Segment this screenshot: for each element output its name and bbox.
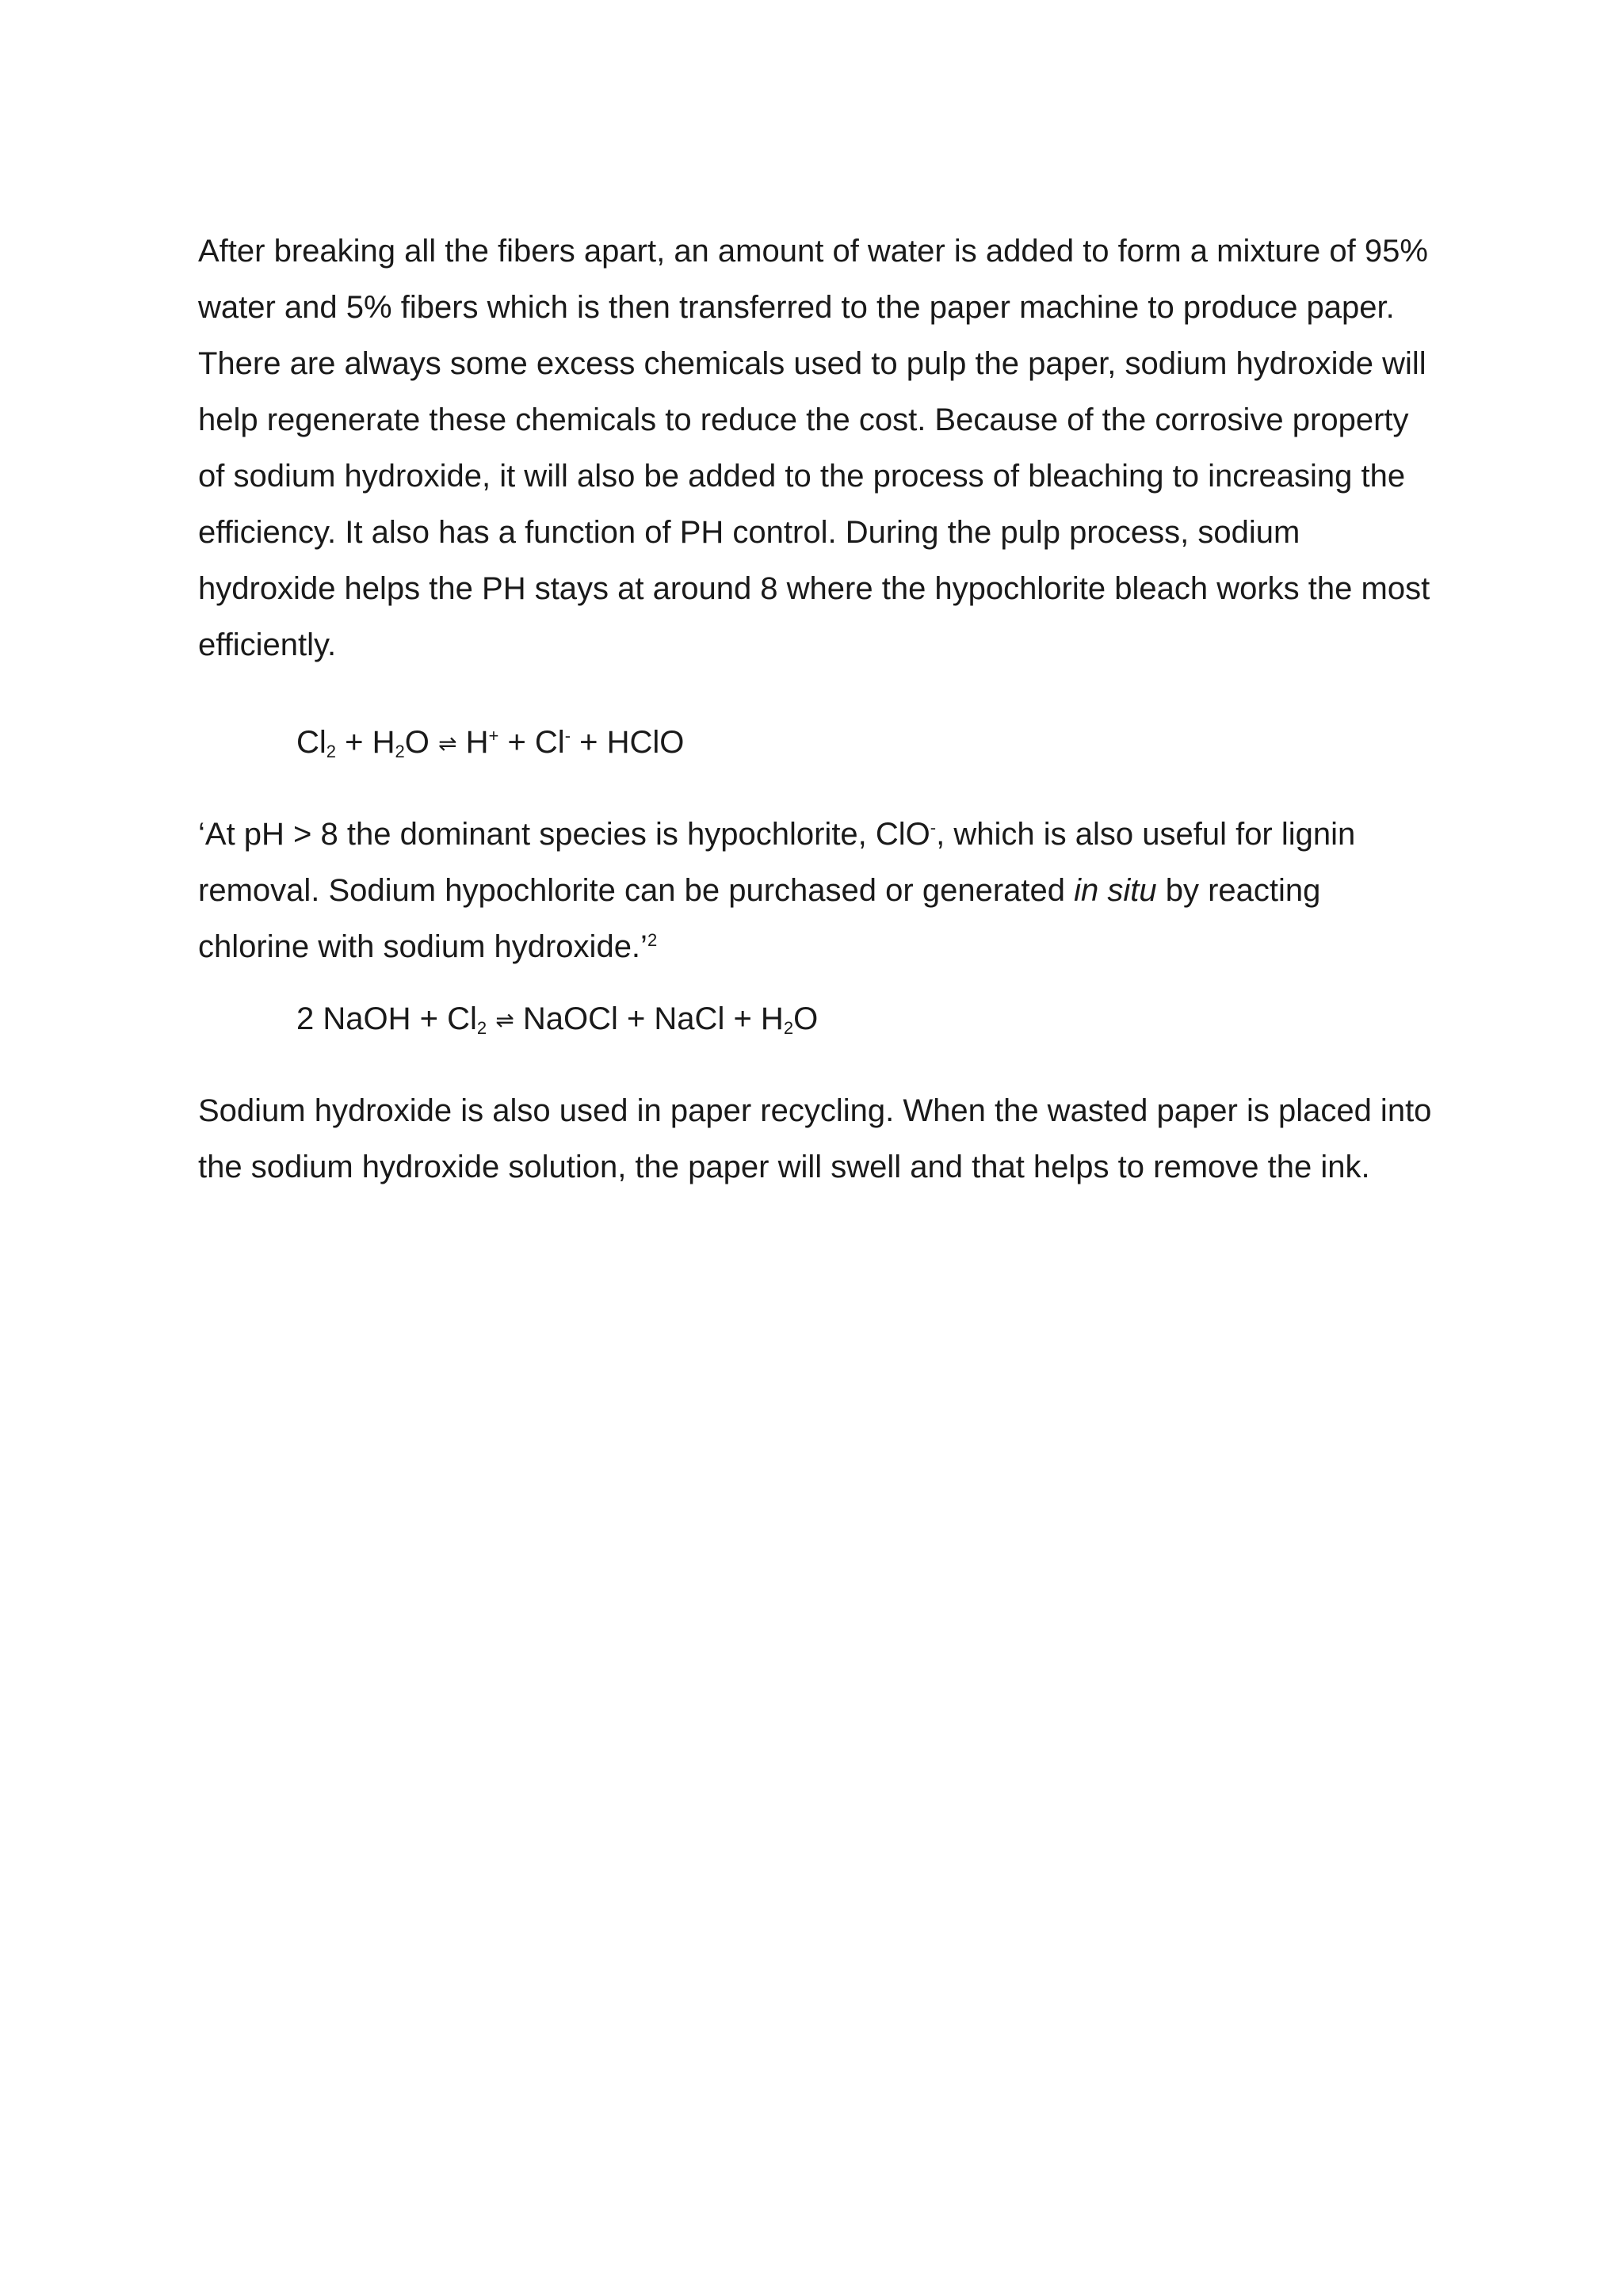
eq2-lhs: 2 NaOH + Cl — [296, 1001, 477, 1036]
eq1-h-ion: H — [456, 725, 489, 760]
eq2-products: NaOCl + NaCl + H — [514, 1001, 784, 1036]
equilibrium-arrow-icon: ⇌ — [438, 730, 457, 757]
eq1-cl-sup: - — [564, 726, 571, 746]
equation-chlorine-hydrolysis — [198, 715, 1434, 772]
equilibrium-arrow-icon: ⇌ — [495, 1007, 514, 1033]
eq1-h-sub: 2 — [395, 742, 405, 761]
paragraph-fiber-mixture: After breaking all the fibers apart, an amount of water is added to form a mixture of 95% water and 5% fibers which is then transferred to the paper machine to produce paper. — [198, 234, 1428, 325]
document-body — [198, 223, 1434, 1196]
eq1-o: O — [404, 725, 438, 760]
eq2-h-sub: 2 — [783, 1018, 794, 1038]
paragraph-sodium-hydroxide-uses: There are always some excess chemicals used to pulp the paper, sodium hydroxide will help regenerate these chemicals to reduce the cost. Because of the corrosive property of sodium hydroxide, it will also be added to the process of bleaching to increasing the efficiency. It also has a function of PH control. During the pulp process, sodium hydroxide helps the PH stays at around 8 where the hypochlorite bleach works the most efficiently. — [198, 346, 1430, 662]
eq1-plus-h: + H — [336, 725, 395, 760]
eq2-o: O — [793, 1001, 819, 1036]
quote-part-2: , which is also useful for lignin removal. Sodium hypochlorite can be purchased or generated — [198, 817, 1356, 908]
eq1-cl-ion: + Cl — [498, 725, 565, 760]
eq1-hclo: + HClO — [571, 725, 685, 760]
quote-hypochlorite — [198, 807, 1434, 975]
eq1-cl: Cl — [296, 725, 327, 760]
quote-clo-sup: - — [930, 818, 937, 837]
equation-sodium-hypochlorite — [198, 991, 1434, 1048]
paragraph-paper-recycling: Sodium hydroxide is also used in paper recycling. When the wasted paper is placed into the sodium hydroxide solution, the paper will swell and that helps to remove the ink. — [198, 1093, 1432, 1184]
quote-part-3: by reacting chlorine with sodium hydroxide.’ — [198, 873, 1321, 964]
reference-superscript: 2 — [647, 930, 658, 950]
quote-in-situ: in situ — [1074, 873, 1157, 908]
eq2-cl-sub: 2 — [476, 1018, 487, 1038]
eq1-h-sup: + — [488, 726, 499, 746]
eq1-cl-sub: 2 — [326, 742, 337, 761]
quote-part-1: ‘At pH > 8 the dominant species is hypochlorite, ClO — [198, 817, 930, 852]
